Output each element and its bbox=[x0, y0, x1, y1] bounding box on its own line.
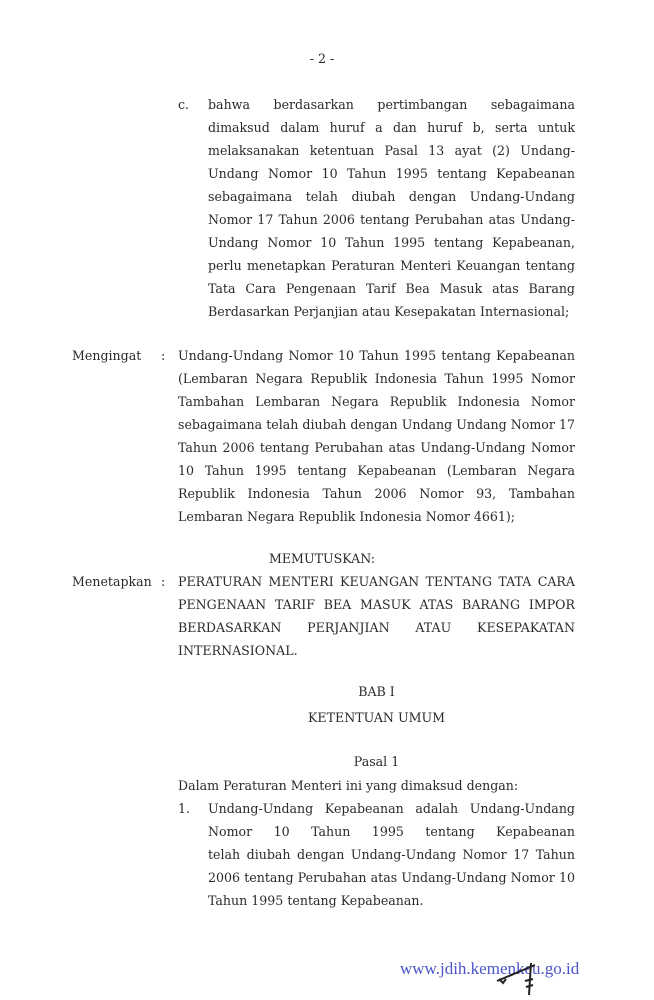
text-line: Undang-Undang Kepabeanan adalah Undang-Undang bbox=[208, 801, 575, 816]
text-line: Tambahan Lembaran Negara Republik Indonesia Nomor bbox=[178, 394, 575, 409]
text-line: Lembaran Negara Republik Indonesia Nomor 4661); bbox=[178, 509, 516, 524]
list-marker: 1. bbox=[178, 801, 191, 816]
text-line: 2006 tentang Perubahan atas Undang-Undang Nomor 10 bbox=[208, 870, 575, 885]
text-line: sebagaimana telah diubah dengan Undang-Undang bbox=[208, 189, 575, 204]
text-line: BERDASARKAN PERJANJIAN ATAU KESEPAKATAN bbox=[178, 620, 575, 635]
list-marker: c. bbox=[178, 97, 190, 112]
text-line: PENGENAAN TARIF BEA MASUK ATAS BARANG IMPOR bbox=[178, 597, 575, 612]
text-line: Undang Nomor 10 Tahun 1995 tentang Kepabeanan, bbox=[208, 235, 575, 250]
signature-initial-icon bbox=[495, 955, 545, 1000]
chapter-title: KETENTUAN UMUM bbox=[308, 710, 445, 725]
text-line: perlu menetapkan Peraturan Menteri Keuangan tentang bbox=[208, 258, 575, 273]
article-heading: Pasal 1 bbox=[353, 754, 400, 769]
chapter-heading: BAB I bbox=[358, 684, 395, 699]
page-number: - 2 - bbox=[309, 51, 335, 66]
text-line: dimaksud dalam huruf a dan huruf b, serta untuk bbox=[208, 120, 575, 135]
text-line: bahwa berdasarkan pertimbangan sebagaimana bbox=[208, 97, 575, 112]
footer-link[interactable]: www.jdih.kemenkeu.go.id bbox=[400, 959, 580, 978]
text-line: telah diubah dengan Undang-Undang Nomor 17 Tahun bbox=[208, 847, 575, 862]
article-intro: Dalam Peraturan Menteri ini yang dimaksud dengan: bbox=[178, 778, 519, 793]
text-line: melaksanakan ketentuan Pasal 13 ayat (2) Undang- bbox=[208, 143, 575, 158]
memutuskan-heading: MEMUTUSKAN: bbox=[268, 551, 376, 566]
colon: : bbox=[161, 574, 166, 589]
text-line: PERATURAN MENTERI KEUANGAN TENTANG TATA CARA bbox=[178, 574, 575, 589]
text-line: Undang-Undang Nomor 10 Tahun 1995 tentang Kepabeanan bbox=[178, 348, 575, 363]
colon: : bbox=[161, 348, 166, 363]
text-line: 10 Tahun 1995 tentang Kepabeanan (Lembaran Negara bbox=[178, 463, 575, 478]
text-line: Republik Indonesia Tahun 2006 Nomor 93, Tambahan bbox=[178, 486, 575, 501]
text-line: sebagaimana telah diubah dengan Undang Undang Nomor 17 bbox=[178, 417, 575, 432]
text-line: Tahun 1995 tentang Kepabeanan. bbox=[208, 893, 424, 908]
menetapkan-label: Menetapkan bbox=[72, 574, 152, 589]
text-line: Nomor 10 Tahun 1995 tentang Kepabeanan bbox=[208, 824, 575, 839]
text-line: Nomor 17 Tahun 2006 tentang Perubahan atas Undang- bbox=[208, 212, 575, 227]
text-line: (Lembaran Negara Republik Indonesia Tahun 1995 Nomor bbox=[178, 371, 575, 386]
text-line: Berdasarkan Perjanjian atau Kesepakatan Internasional; bbox=[208, 304, 570, 319]
text-line: Undang Nomor 10 Tahun 1995 tentang Kepabeanan bbox=[208, 166, 575, 181]
text-line: INTERNASIONAL. bbox=[178, 643, 298, 658]
text-line: Tahun 2006 tentang Perubahan atas Undang-Undang Nomor bbox=[178, 440, 575, 455]
text-line: Tata Cara Pengenaan Tarif Bea Masuk atas Barang bbox=[208, 281, 575, 296]
mengingat-label: Mengingat bbox=[72, 348, 142, 363]
